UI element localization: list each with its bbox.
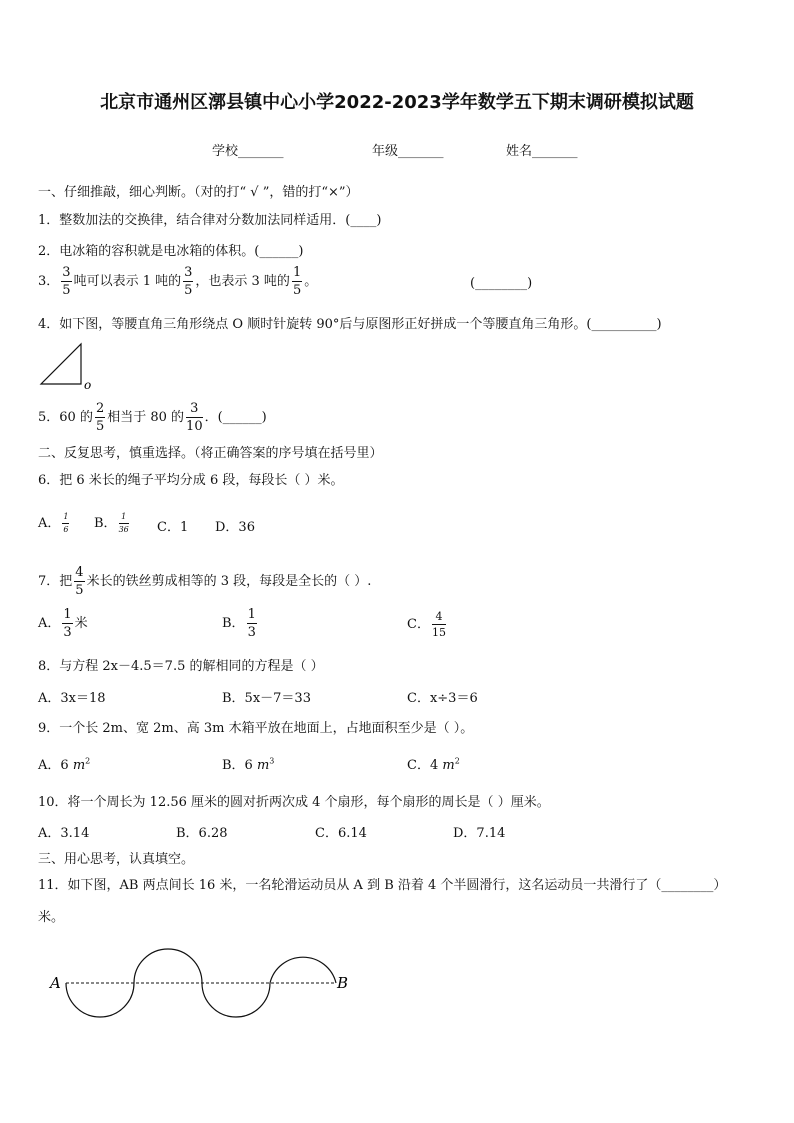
- question-1: 1．整数加法的交换律，结合律对分数加法同样适用．(____): [38, 213, 382, 228]
- q10-option-a: A．3.14: [38, 826, 90, 841]
- q10-option-c: C．6.14: [315, 826, 367, 841]
- question-11: 11．如下图，AB 两点间长 16 米，一名轮滑运动员从 A 到 B 沿着 4 个半圆滑行，这名运动员一共滑行了（________）: [38, 878, 727, 893]
- question-8: 8．与方程 2x－4.5＝7.5 的解相同的方程是（ ）: [38, 659, 324, 674]
- q9-option-a: A．6 $m^2$: [38, 756, 91, 773]
- question-11-cont: 米。: [38, 910, 65, 925]
- semicircle-2-big: [134, 949, 202, 983]
- q6-option-d: D．36: [215, 520, 255, 535]
- name-field: 姓名_______: [506, 144, 578, 159]
- question-7: 7．把 $\frac{4}{5}$ 米长的铁丝剪成相等的 3 段，每段是全长的（ ）.: [38, 565, 372, 598]
- question-3: 3． $\frac{3}{5}$ 吨可以表示 1 吨的 $\frac{3}{5}$ ，也表示 3 吨的 $\frac{1}{5}$ 。: [38, 265, 318, 298]
- question-5: 5．60 的 $\frac{2}{5}$ 相当于 80 的 $\frac{3}{10}$ ．(______): [38, 401, 267, 434]
- q9-option-b: B．6 $m^3$: [222, 756, 275, 773]
- q7-option-a: A． $\frac{1}{3}$ 米: [38, 607, 88, 640]
- q8-option-b: B．5x－7＝33: [222, 691, 311, 706]
- fraction: $\frac{3}{10}$: [186, 401, 203, 434]
- question-4: 4．如下图，等腰直角三角形绕点 O 顺时针旋转 90°后与原图形正好拼成一个等腰直角三角形。(__________): [38, 317, 662, 332]
- q10-option-d: D．7.14: [453, 826, 506, 841]
- section-3-heading: 三、用心思考，认真填空。: [38, 852, 195, 867]
- question-6: 6．把 6 米长的绳子平均分成 6 段，每段长（ ）米。: [38, 473, 344, 488]
- question-3-blank: (________): [470, 276, 533, 291]
- point-a-label: A: [50, 974, 61, 992]
- semicircle-path-figure: [44, 935, 364, 1025]
- fraction: $\frac{2}{5}$: [95, 401, 105, 434]
- q9-option-c: C．4 $m^2$: [407, 756, 460, 773]
- semicircle-3: [202, 983, 270, 1017]
- question-10: 10．将一个周长为 12.56 厘米的圆对折两次成 4 个扇形，每个扇形的周长是（ ）厘米。: [38, 795, 550, 810]
- q6-option-c: C．1: [157, 520, 189, 535]
- fraction: $\frac{3}{5}$: [184, 265, 193, 298]
- page-title: 北京市通州区漷县镇中心小学2022-2023学年数学五下期末调研模拟试题: [100, 92, 694, 113]
- q7-option-b: B． $\frac{1}{3}$: [222, 607, 256, 640]
- point-o-label: o: [84, 378, 92, 392]
- triangle-figure: [38, 340, 98, 392]
- q6-option-a: A． $\frac{1}{6}$: [38, 512, 69, 534]
- semicircle-4: [270, 957, 336, 983]
- section-2-heading: 二、反复思考，慎重选择。（将正确答案的序号填在括号里）: [38, 446, 383, 461]
- q8-option-a: A．3x＝18: [38, 691, 106, 706]
- semicircle-1: [66, 983, 134, 1017]
- section-1-heading: 一、仔细推敲，细心判断。（对的打“ √ ”，错的打“×”）: [38, 185, 359, 200]
- q8-option-c: C．x÷3＝6: [407, 691, 478, 706]
- school-field: 学校_______: [212, 144, 284, 159]
- point-b-label: B: [337, 974, 349, 992]
- fraction: $\frac{3}{5}$: [62, 265, 71, 298]
- fraction: $\frac{1}{5}$: [292, 265, 302, 298]
- q7-option-c: C． $\frac{4}{15}$: [407, 610, 446, 639]
- grade-field: 年级_______: [372, 144, 444, 159]
- q10-option-b: B．6.28: [176, 826, 228, 841]
- question-9: 9．一个长 2m、宽 2m、高 3m 木箱平放在地面上，占地面积至少是（ ）。: [38, 721, 474, 736]
- q6-option-b: B． $\frac{1}{36}$: [94, 512, 129, 534]
- fraction: $\frac{4}{5}$: [75, 565, 84, 598]
- question-2: 2．电冰箱的容积就是电冰箱的体积。(______): [38, 244, 304, 259]
